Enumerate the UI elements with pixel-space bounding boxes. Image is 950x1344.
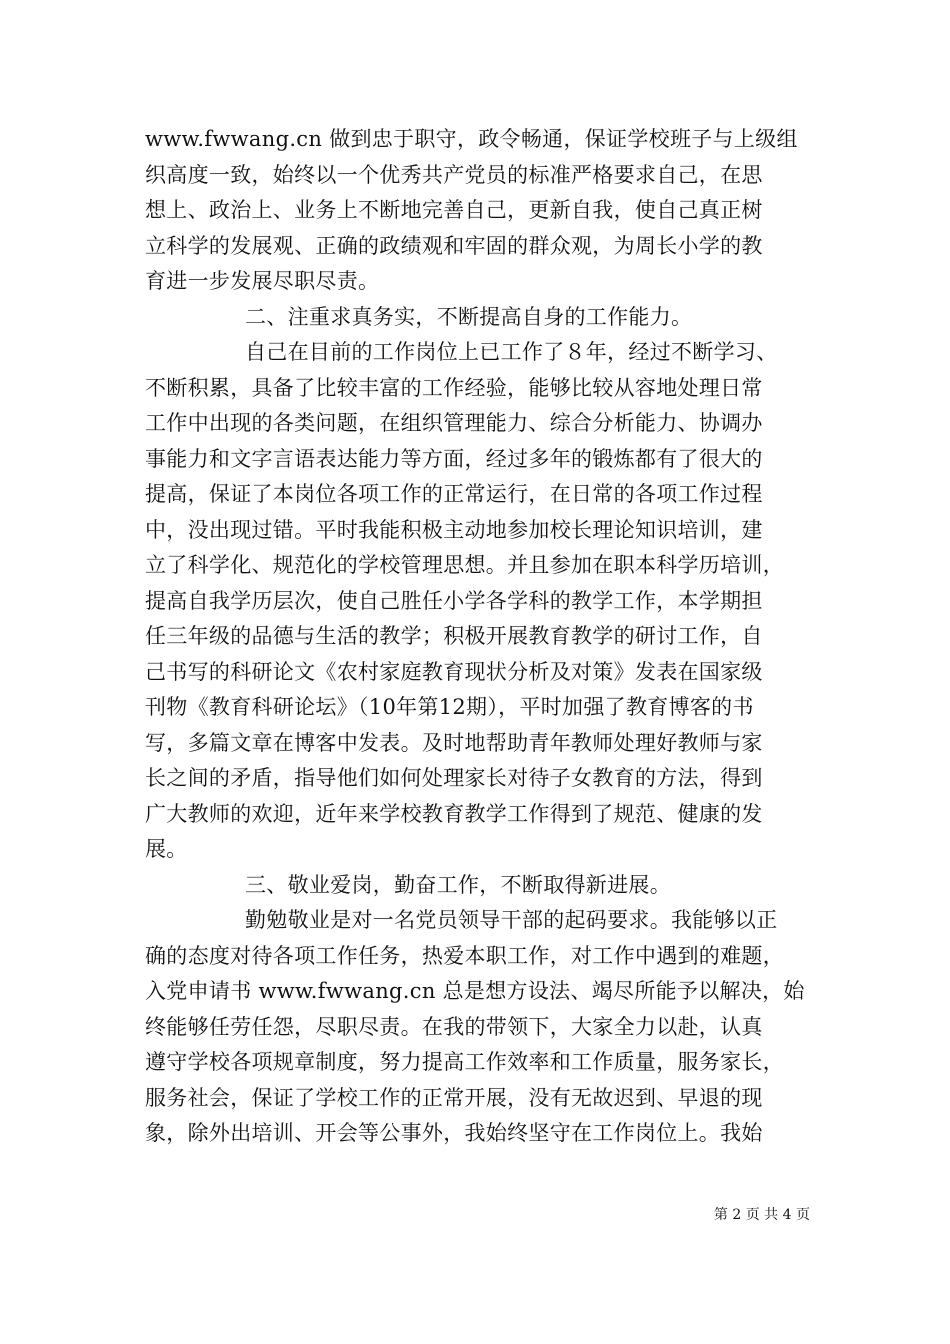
text-line: 中，没出现过错。平时我能积极主动地参加校长理论知识培训，建	[145, 517, 763, 542]
text-line: 不断积累，具备了比较丰富的工作经验，能够比较从容地处理日常	[145, 375, 763, 400]
text-line: 提高，保证了本岗位各项工作的正常运行，在日常的各项工作过程	[145, 482, 763, 506]
text-line: 想上、政治上、业务上不断地完善自己，更新自我，使自己真正树	[145, 198, 763, 222]
text-line: 服务社会，保证了学校工作的正常开展，没有无故迟到、早退的现	[145, 1085, 763, 1110]
section-heading-3: 三、敬业爱岗，勤奋工作，不断取得新进展。	[245, 872, 671, 897]
text-line: 长之间的矛盾，指导他们如何处理家长对待子女教育的方法，得到	[145, 766, 763, 790]
text-line: 工作中出现的各类问题，在组织管理能力、综合分析能力、协调办	[145, 411, 763, 435]
text-line: 广大教师的欢迎，近年来学校教育教学工作得到了规范、健康的发	[145, 801, 763, 826]
paragraph-start: 勤勉敬业是对一名党员领导干部的起码要求。我能够以正	[245, 908, 778, 932]
text-line: 终能够任劳任怨，尽职尽责。在我的带领下，大家全力以赴，认真	[145, 1014, 763, 1039]
text-line: 写，多篇文章在博客中发表。及时地帮助青年教师处理好教师与家	[145, 730, 763, 755]
text-line: 展。	[145, 837, 188, 861]
body-text	[145, 122, 810, 1152]
text-line: 象，除外出培训、开会等公事外，我始终坚守在工作岗位上。我始	[145, 1121, 763, 1145]
text-line: www.fwwang.cn 做到忠于职守，政令畅通，保证学校班子与上级组	[145, 127, 798, 151]
text-line: 己书写的科研论文《农村家庭教育现状分析及对策》发表在国家级	[145, 659, 763, 684]
text-line: 刊物《教育科研论坛》（10年第12期），平时加强了教育博客的书	[145, 695, 754, 719]
text-line: 育进一步发展尽职尽责。	[145, 269, 380, 293]
text-line: 立了科学化、规范化的学校管理思想。并且参加在职本科学历培训，	[145, 553, 784, 577]
text-line: 提高自我学历层次，使自己胜任小学各学科的教学工作，本学期担	[145, 588, 763, 613]
text-line: 事能力和文字言语表达能力等方面，经过多年的锻炼都有了很大的	[145, 446, 763, 471]
text-line: 入党申请书 www.fwwang.cn 总是想方设法、竭尽所能予以解决，始	[145, 979, 805, 1003]
text-line: 确的态度对待各项工作任务，热爱本职工作，对工作中遇到的难题，	[145, 943, 784, 968]
paragraph-start: 自己在目前的工作岗位上已工作了８年，经过不断学习、	[245, 340, 778, 364]
text-line: 遵守学校各项规章制度，努力提高工作效率和工作质量，服务家长，	[145, 1050, 784, 1074]
text-line: 织高度一致，始终以一个优秀共产党员的标准严格要求自己，在思	[145, 162, 763, 187]
text-line: 任三年级的品德与生活的教学；积极开展教育教学的研讨工作，自	[145, 624, 763, 648]
section-heading-2: 二、注重求真务实，不断提高自身的工作能力。	[245, 304, 693, 329]
page-number-footer: 第 2 页 共 4 页	[713, 1207, 810, 1223]
text-line: 立科学的发展观、正确的政绩观和牢固的群众观，为周长小学的教	[145, 233, 763, 258]
